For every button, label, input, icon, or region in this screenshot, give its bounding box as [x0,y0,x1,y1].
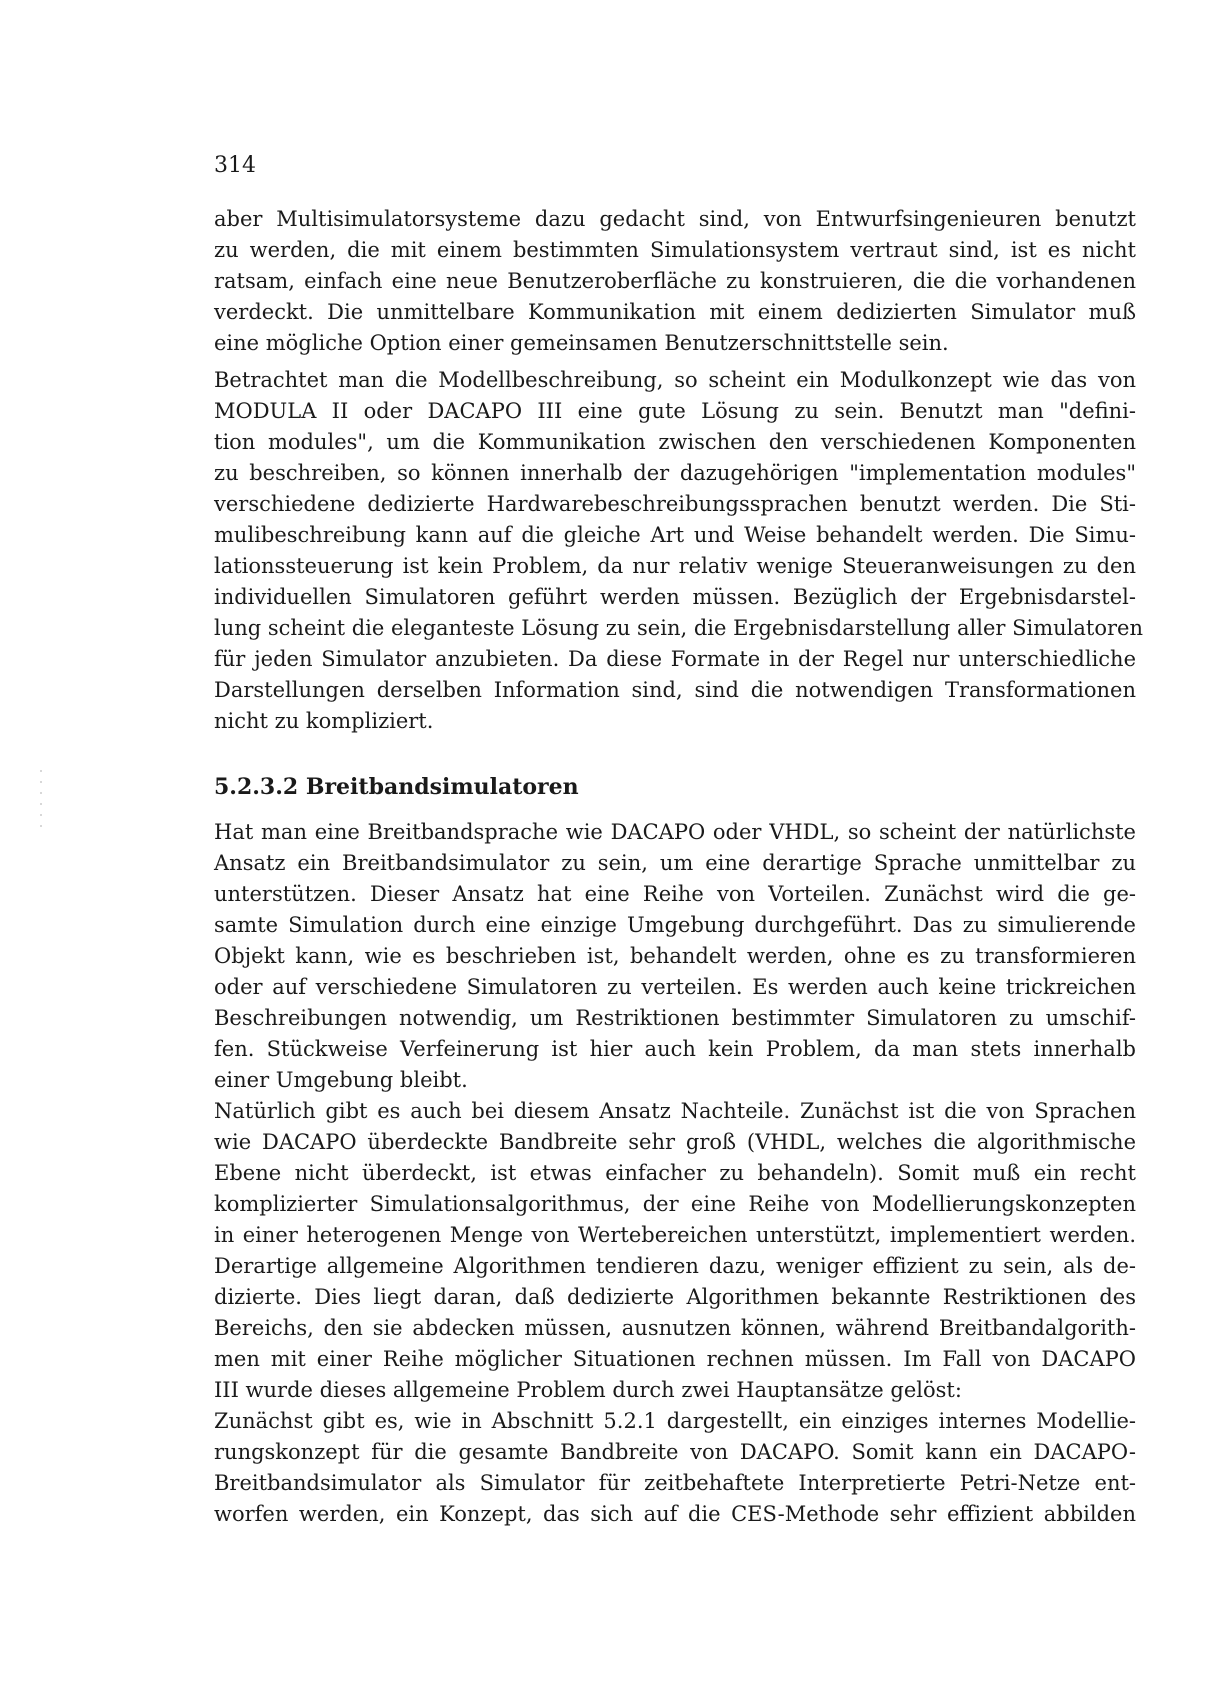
text-line: nicht zu kompliziert. [214,709,434,733]
text-line: Ansatz ein Breitbandsimulator zu sein, um eine derartige Sprache unmittelbar zu [214,851,1136,875]
text-line: zu werden, die mit einem bestimmten Simulationsystem vertraut sind, ist es nicht [214,238,1136,262]
text-line: III wurde dieses allgemeine Problem durch zwei Hauptansätze gelöst: [214,1378,962,1402]
text-line: unterstützen. Dieser Ansatz hat eine Reihe von Vorteilen. Zunächst wird die ge- [214,882,1136,906]
text-line: lationssteuerung ist kein Problem, da nur relativ wenige Steueranweisungen zu den [214,554,1136,578]
text-line: samte Simulation durch eine einzige Umgebung durchgeführt. Das zu simulierende [214,913,1136,937]
text-line: fen. Stückweise Verfeinerung ist hier auch kein Problem, da man stets innerhalb [214,1037,1136,1061]
section-heading: 5.2.3.2 Breitbandsimulatoren [214,774,579,800]
text-line: eine mögliche Option einer gemeinsamen Benutzerschnittstelle sein. [214,331,949,355]
text-line: zu beschreiben, so können innerhalb der dazugehörigen "implementation modules" [214,461,1136,485]
text-line: individuellen Simulatoren geführt werden müssen. Bezüglich der Ergebnisdarstel- [214,585,1136,609]
text-line: Bereichs, den sie abdecken müssen, ausnutzen können, während Breitbandalgorith- [214,1316,1136,1340]
text-line: men mit einer Reihe möglicher Situationen rechnen müssen. Im Fall von DACAPO [214,1347,1136,1371]
text-line: in einer heterogenen Menge von Wertebereichen unterstützt, implementiert werden. [214,1223,1136,1247]
text-line: Objekt kann, wie es beschrieben ist, behandelt werden, ohne es zu transformieren [214,944,1136,968]
text-line: Betrachtet man die Modellbeschreibung, so scheint ein Modulkonzept wie das von [214,368,1136,392]
text-line: Beschreibungen notwendig, um Restriktionen bestimmter Simulatoren zu umschif- [214,1006,1136,1030]
text-line: verdeckt. Die unmittelbare Kommunikation mit einem dedizierten Simulator muß [214,300,1136,324]
page-number: 314 [214,153,256,178]
text-line: aber Multisimulatorsysteme dazu gedacht sind, von Entwurfsingenieuren benutzt [214,207,1136,231]
text-line: mulibeschreibung kann auf die gleiche Art und Weise behandelt werden. Die Simu- [214,523,1136,547]
paragraph-intro [214,204,1136,359]
text-line: oder auf verschiedene Simulatoren zu verteilen. Es werden auch keine trickreichen [214,975,1136,999]
text-line: Ebene nicht überdeckt, ist etwas einfacher zu behandeln). Somit muß ein recht [214,1161,1136,1185]
text-line: Zunächst gibt es, wie in Abschnitt 5.2.1 dargestellt, ein einziges internes Modellie- [214,1409,1136,1433]
text-line: Derartige allgemeine Algorithmen tendieren dazu, weniger effizient zu sein, als de- [214,1254,1136,1278]
text-line: einer Umgebung bleibt. [214,1068,468,1092]
text-line: ratsam, einfach eine neue Benutzeroberfläche zu konstruieren, die die vorhandenen [214,269,1136,293]
text-line: lung scheint die eleganteste Lösung zu sein, die Ergebnisdarstellung aller Simulatoren [214,616,1143,640]
text-line: rungskonzept für die gesamte Bandbreite von DACAPO. Somit kann ein DACAPO- [214,1440,1136,1464]
text-line: Darstellungen derselben Information sind, sind die notwendigen Transformationen [214,678,1136,702]
text-line: Hat man eine Breitbandsprache wie DACAPO oder VHDL, so scheint der natürlichste [214,820,1136,844]
text-line: dizierte. Dies liegt daran, daß dedizierte Algorithmen bekannte Restriktionen des [214,1285,1136,1309]
text-line: Breitbandsimulator als Simulator für zeitbehaftete Interpretierte Petri-Netze ent- [214,1471,1136,1495]
text-line: worfen werden, ein Konzept, das sich auf die CES-Methode sehr effizient abbilden [214,1502,1136,1526]
text-line: tion modules", um die Kommunikation zwischen den verschiedenen Komponenten [214,430,1136,454]
paragraph-disadvantages [214,1096,1136,1406]
paragraph-broadband-intro [214,817,1136,1096]
margin-scan-marks [40,770,44,836]
text-line: wie DACAPO überdeckte Bandbreite sehr groß (VHDL, welches die algorithmische [214,1130,1136,1154]
text-line: Natürlich gibt es auch bei diesem Ansatz Nachteile. Zunächst ist die von Sprachen [214,1099,1136,1123]
text-line: für jeden Simulator anzubieten. Da diese Formate in der Regel nur unterschiedliche [214,647,1136,671]
paragraph-solution [214,1406,1136,1530]
text-line: verschiedene dedizierte Hardwarebeschreibungssprachen benutzt werden. Die Sti- [214,492,1136,516]
paragraph-model-description [214,365,1143,737]
text-line: komplizierter Simulationsalgorithmus, der eine Reihe von Modellierungskonzepten [214,1192,1136,1216]
text-line: MODULA II oder DACAPO III eine gute Lösung zu sein. Benutzt man "defini- [214,399,1136,423]
